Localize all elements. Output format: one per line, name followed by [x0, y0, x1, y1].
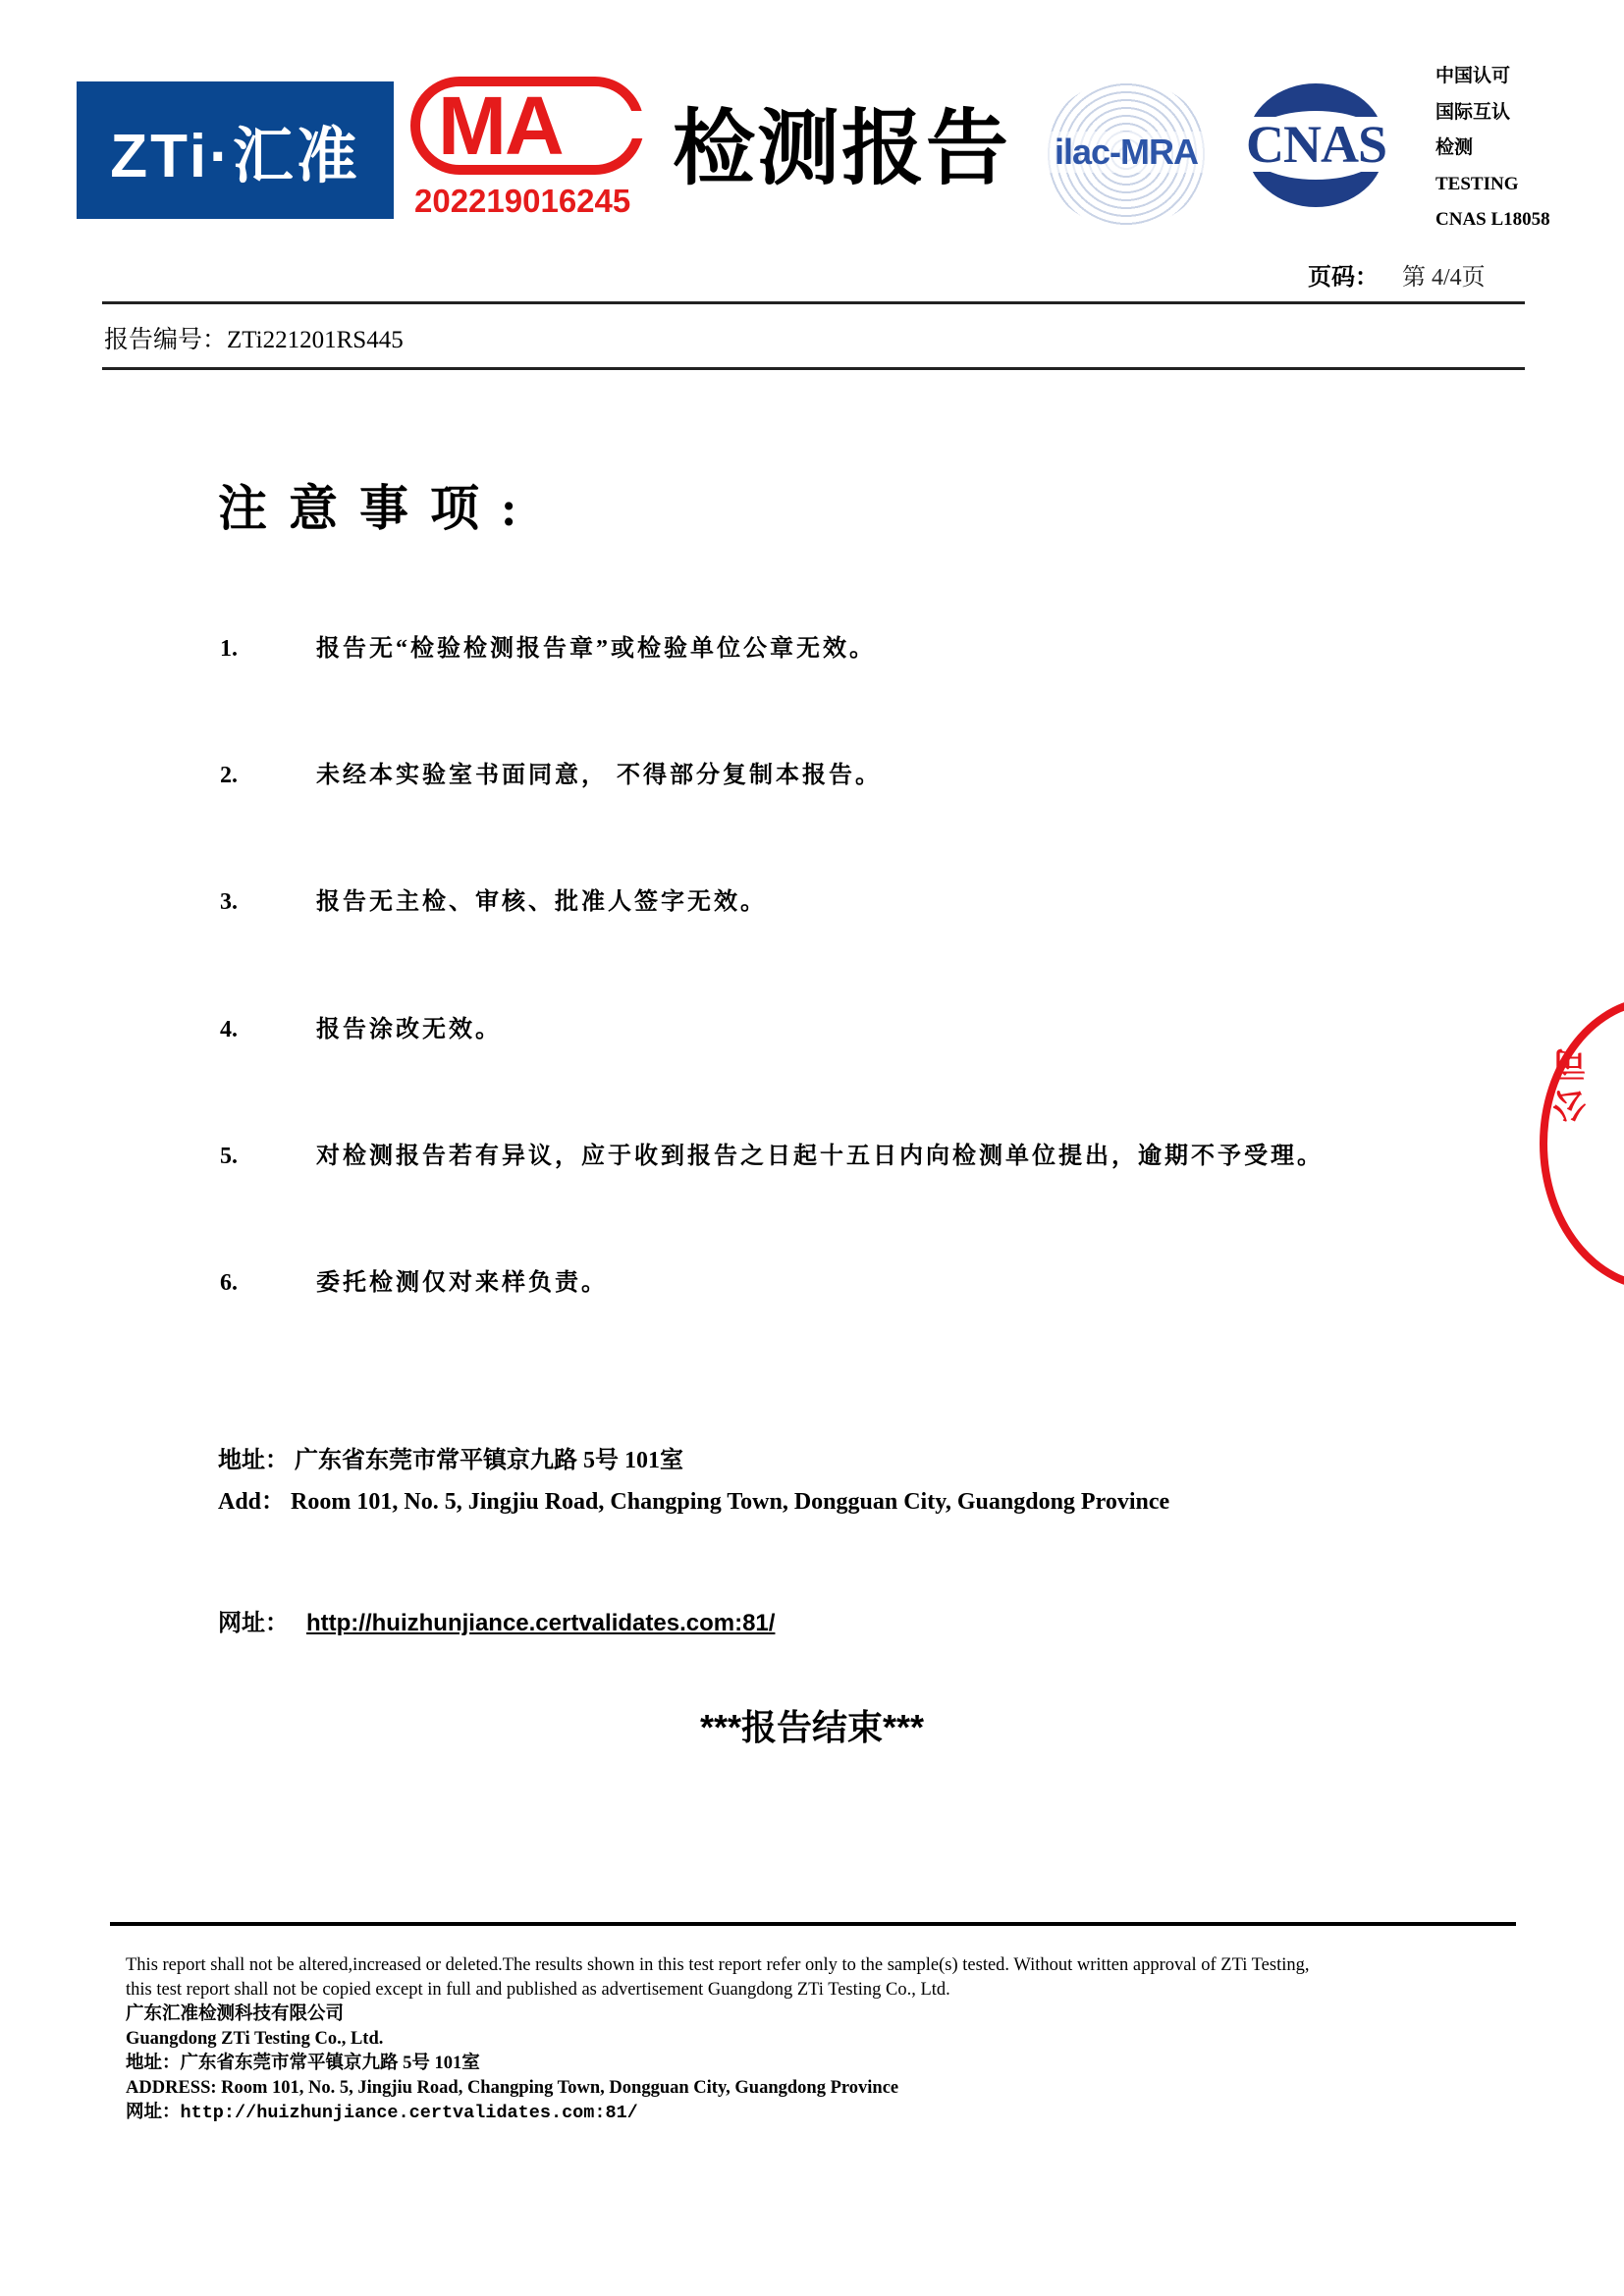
header-divider-top	[102, 301, 1525, 304]
footer-disclaimer-line: this test report shall not be copied except in full and published as advertisement Guangdong ZTi Testing Co., Ltd.	[126, 1980, 950, 2000]
accreditation-line: 中国认可	[1435, 66, 1511, 86]
accreditation-text	[1435, 59, 1550, 239]
cma-logo-text: MA	[438, 80, 563, 172]
website-label: 网址：	[218, 1611, 289, 1636]
address-en-label: Add：	[218, 1489, 286, 1515]
ilac-logo-text: ilac-MRA	[1043, 132, 1210, 173]
notice-text: 委托检测仅对来样负责。	[316, 1270, 608, 1296]
report-end-marker: ***报告结束***	[699, 1707, 925, 1747]
notice-text: 报告无主检、审核、批准人签字无效。	[316, 889, 767, 915]
footer	[126, 1953, 1520, 2125]
seal-text: 公司	[1555, 1041, 1592, 1123]
notice-item	[220, 628, 876, 663]
page-number-value: 第 4/4页	[1402, 265, 1486, 291]
report-number	[104, 320, 404, 355]
notice-number: 3.	[220, 889, 238, 915]
notice-text: 报告涂改无效。	[316, 1017, 502, 1042]
footer-address-cn: 地址：广东省东莞市常平镇京九路 5号 101室	[126, 2054, 480, 2073]
address-chinese	[218, 1440, 683, 1474]
report-number-value: ZTi221201RS445	[227, 327, 404, 353]
report-title: 检测报告	[673, 104, 1011, 195]
cnas-logo-text: CNAS	[1235, 117, 1397, 172]
notice-title: 注意事项:	[218, 481, 539, 536]
notice-text: 未经本实验室书面同意， 不得部分复制本报告。	[316, 763, 882, 788]
cma-logo	[410, 77, 648, 224]
address-en-value: Room 101, No. 5, Jingjiu Road, Changping Town, Dongguan City, Guangdong Province	[291, 1489, 1170, 1515]
cma-number: 202219016245	[414, 183, 631, 219]
address-cn-value: 广东省东莞市常平镇京九路 5号 101室	[295, 1448, 683, 1473]
accreditation-line: 国际互认	[1435, 101, 1511, 123]
footer-address-en: ADDRESS: Room 101, No. 5, Jingjiu Road, Changping Town, Dongguan City, Guangdong Province	[126, 2078, 899, 2098]
cnas-logo	[1235, 83, 1397, 206]
footer-company-cn: 广东汇准检测科技有限公司	[126, 2004, 345, 2024]
notice-item	[220, 881, 767, 916]
footer-disclaimer-line: This report shall not be altered,increased or deleted.The results shown in this test report refer only to the sample(s) tested. Without written approval of ZTi Testing,	[126, 1955, 1310, 1975]
notice-item	[220, 1136, 1324, 1170]
zti-logo	[77, 81, 394, 219]
accreditation-line: 检测	[1435, 137, 1474, 158]
notice-text: 对检测报告若有异议，应于收到报告之日起十五日内向检测单位提出，逾期不予受理。	[316, 1144, 1324, 1169]
notice-item	[220, 755, 882, 789]
notice-number: 1.	[220, 636, 238, 662]
address-cn-label: 地址：	[218, 1448, 289, 1473]
website-link[interactable]: http://huizhunjiance.certvalidates.com:81/	[306, 1610, 776, 1636]
page-number-label: 页码：	[1308, 265, 1379, 291]
header-divider-bottom	[102, 367, 1525, 370]
notice-number: 2.	[220, 763, 238, 788]
ilac-mra-logo	[1043, 80, 1210, 228]
notice-number: 5.	[220, 1144, 238, 1169]
notice-number: 6.	[220, 1270, 238, 1296]
footer-website: 网址：http://huizhunjiance.certvalidates.com:81/	[126, 2103, 638, 2123]
notice-item	[220, 1009, 502, 1043]
accreditation-line: CNAS L18058	[1435, 209, 1550, 230]
address-english	[218, 1481, 1169, 1516]
zti-logo-text: ZTi·汇准	[110, 122, 360, 190]
website	[218, 1603, 775, 1637]
notice-text: 报告无“检验检测报告章”或检验单位公章无效。	[316, 636, 876, 662]
accreditation-line: TESTING	[1435, 173, 1519, 194]
notice-item	[220, 1262, 608, 1297]
page-number	[1308, 257, 1486, 292]
footer-company-en: Guangdong ZTi Testing Co., Ltd.	[126, 2029, 384, 2049]
footer-divider	[110, 1922, 1516, 1926]
notice-number: 4.	[220, 1017, 238, 1042]
report-number-label: 报告编号：	[104, 327, 228, 353]
